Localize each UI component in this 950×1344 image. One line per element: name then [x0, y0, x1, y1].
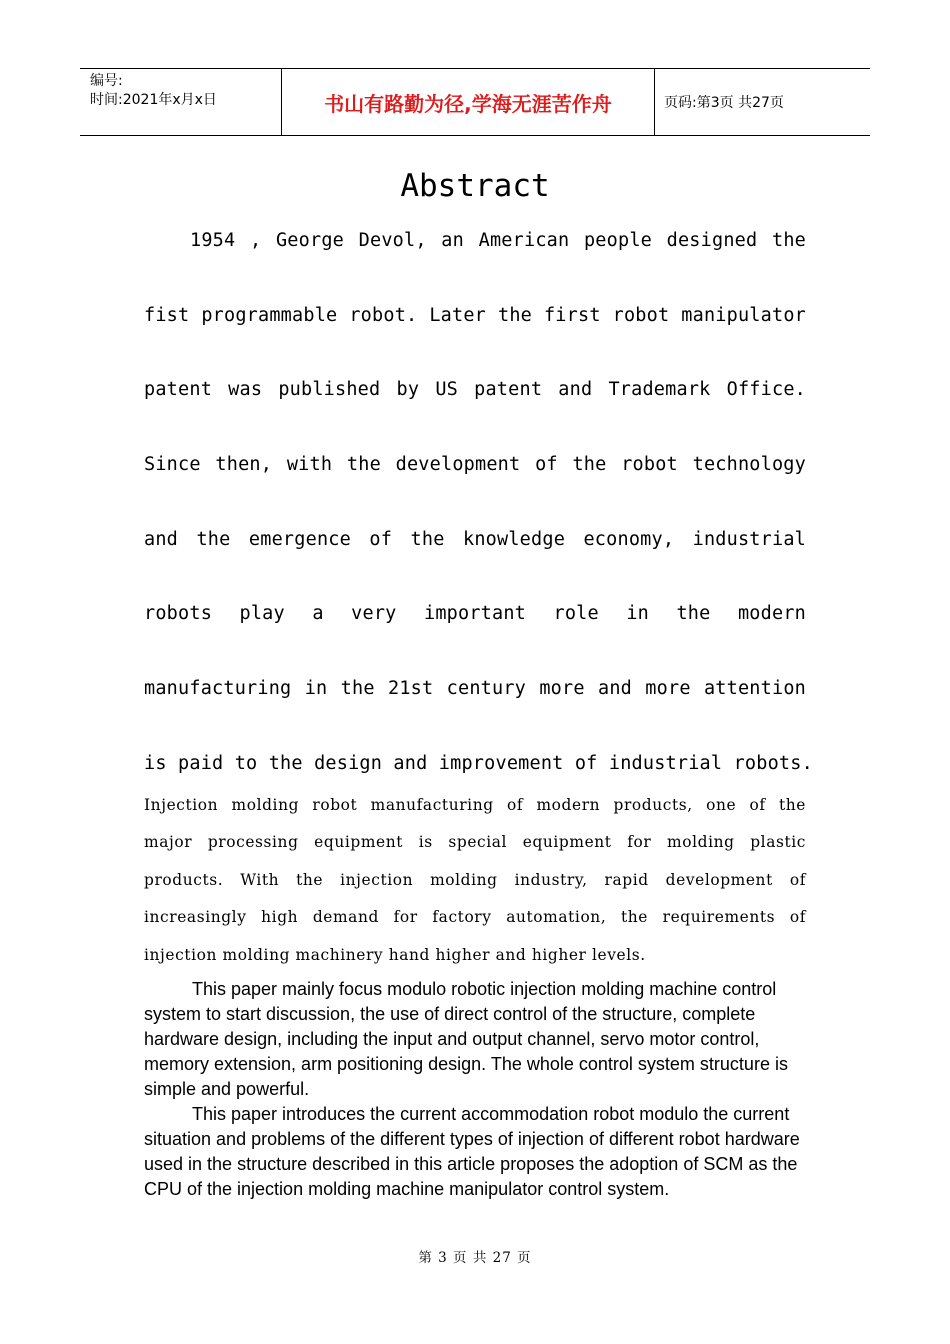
abstract-paragraph-4: This paper introduces the current accommodation robot modulo the current situation and problems of the different types of injection of different robot hardware used in the structure described in this article proposes the adoption of SCM as the CPU of the injection molding machine manipulator control system.	[144, 1104, 800, 1199]
text-line: patent was published by US patent and Trademark Office.	[144, 379, 806, 401]
page-footer: 第 3 页 共 27 页	[418, 1250, 532, 1266]
abstract-paragraph-3: This paper mainly focus modulo robotic injection molding machine control system to start discussion, the use of direct control of the structure, complete hardware design, including the input and output channel, servo motor control, memory extension, arm positioning design. The whole control system structure is simple and powerful.	[144, 979, 788, 1099]
page-title: Abstract	[400, 168, 550, 204]
abstract-body	[144, 977, 806, 1202]
text-line: Injection molding robot manufacturing of modern products, one of the	[144, 796, 806, 814]
header-meta	[80, 69, 281, 135]
text-line: and the emergence of the knowledge economy, industrial	[144, 528, 806, 550]
text-line: injection molding machinery hand higher and higher levels.	[144, 945, 646, 964]
abstract-paragraph-2	[144, 787, 806, 974]
text-line: increasingly high demand for factory automation, the requirements of	[144, 908, 806, 927]
header-motto: 书山有路勤为径,学海无涯苦作舟	[281, 69, 655, 135]
text-line: fist programmable robot. Later the first robot manipulator	[144, 304, 806, 326]
header-table	[80, 68, 870, 136]
text-line: 1954 , George Devol, an American people designed the	[190, 230, 806, 251]
text-line: Since then, with the development of the robot technology	[144, 454, 806, 476]
document-date: 时间:2021年x月x日	[90, 92, 217, 108]
text-line: is paid to the design and improvement of industrial robots.	[144, 752, 813, 774]
text-line: robots play a very important role in the modern	[144, 603, 806, 625]
text-line: manufacturing in the 21st century more and more attention	[144, 678, 806, 700]
text-line: major processing equipment is special equipment for molding plastic	[144, 833, 806, 852]
header-page-info: 页码:第3页 共27页	[664, 95, 784, 111]
text-line: products. With the injection molding industry, rapid development of	[144, 870, 806, 889]
document-number-label: 编号:	[90, 73, 123, 89]
abstract-paragraph-1	[144, 204, 813, 802]
